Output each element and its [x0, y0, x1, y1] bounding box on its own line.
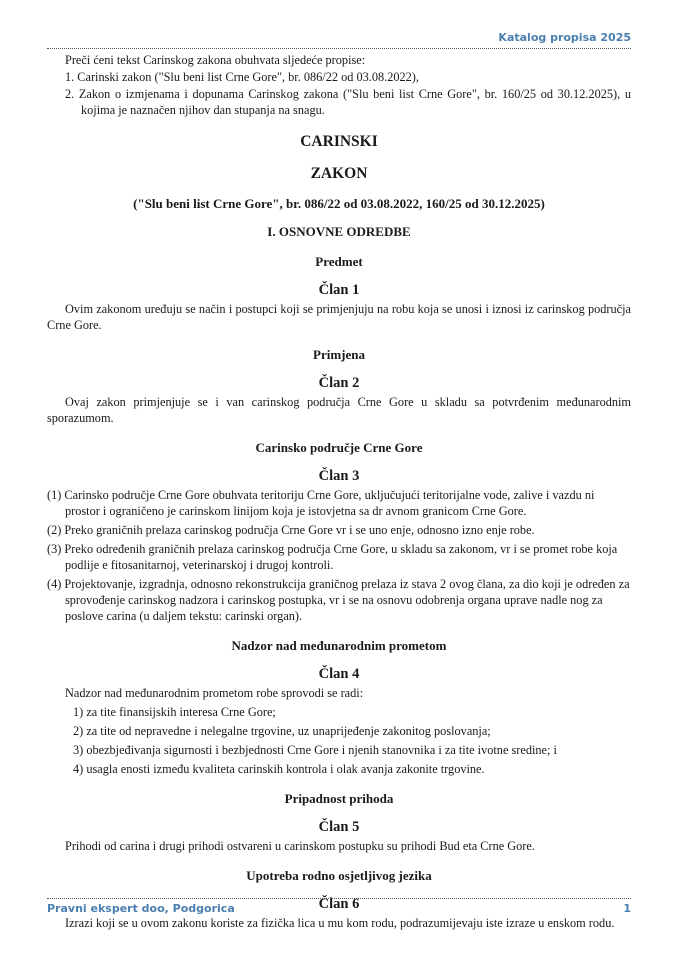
document-body: [47, 52, 631, 932]
article-text: Izrazi koji se u ovom zakonu koriste za fizička lica u mu kom rodu, podrazumijevaju iste izraze u enskom rodu.: [65, 916, 615, 930]
intro-lead: Preči ćeni tekst Carinskog zakona obuhvata sljedeće propise:: [65, 53, 366, 67]
article-number: Član 1: [318, 282, 360, 298]
article-paragraph: (3) Preko određenih graničnih prelaza carinskog područja Crne Gore, u skladu sa zakonom, vr i se promet robe koja podlije e fitosanitarnoj, veterinarskoj i drugoj kontroli.: [47, 542, 618, 572]
catalog-title: Katalog propisa 2025: [498, 31, 631, 44]
article-heading: Predmet: [315, 254, 363, 269]
article-list-item: 2) za tite od nepravedne i nelegalne trgovine, uz unaprijeđenje zakonitog poslovanja;: [73, 724, 491, 738]
article-number: Član 2: [318, 375, 360, 391]
intro-item: 2. Zakon o izmjenama i dopunama Carinskog zakona ("Slu beni list Crne Gore", br. 160/25 od 30.12.2025), u kojima je naznačen njihov dan stupanja na snagu.: [65, 87, 631, 117]
article-text: Prihodi od carina i drugi prihodi ostvareni u carinskom postupku su prihodi Bud eta Crne Gore.: [65, 839, 535, 853]
article-heading: Carinsko područje Crne Gore: [255, 440, 423, 455]
article-number: Član 3: [318, 468, 360, 484]
article-text: Ovaj zakon primjenjuje se i van carinskog područja Crne Gore u skladu sa potvrđenim međunarodnim sporazumom.: [47, 395, 631, 425]
article-paragraph: (4) Projektovanje, izgradnja, odnosno rekonstrukcija graničnog prelaza iz stava 2 ovog člana, za dio koji je određen za sprovođenje carinskog nadzora i carinskog postupka, vr i se na osnovu odobrenja organa uprave nadle nog za poslove carina (u daljem tekstu: carinski organ).: [47, 577, 630, 623]
article-number: Član 6: [318, 896, 360, 912]
page-number: 1: [623, 902, 631, 915]
article-list-item: 4) usagla enosti između kvaliteta carinskih kontrola i olak avanja zakonite trgovine.: [73, 762, 485, 776]
gazette-reference: ("Slu beni list Crne Gore", br. 086/22 od 03.08.2022, 160/25 od 30.12.2025): [133, 196, 545, 211]
article-lead: Nadzor nad međunarodnim prometom robe sprovodi se radi:: [65, 686, 364, 700]
article-number: Član 5: [318, 819, 360, 835]
article-list-item: 1) za tite finansijskih interesa Crne Gore;: [73, 705, 276, 719]
page-header: [47, 30, 631, 49]
article-heading: Pripadnost prihoda: [284, 791, 394, 806]
article-paragraph: (1) Carinsko područje Crne Gore obuhvata teritoriju Crne Gore, uključujući teritorijalne vode, zalive i vazdu ni prostor i ograničeno je carinskom linijom koja je istovjetna sa dr avnom granicom Crne Gore.: [47, 488, 595, 518]
publisher-name: Pravni ekspert doo, Podgorica: [47, 902, 235, 915]
law-title-line1: CARINSKI: [300, 133, 378, 150]
article-list-item: 3) obezbjeđivanja sigurnosti i bezbjednosti Crne Gore i njenih stanovnika i za tite ivotne sredine; i: [73, 743, 557, 757]
article-text: Ovim zakonom uređuju se način i postupci koji se primjenjuju na robu koja se unosi i iznosi iz carinskog područja Crne Gore.: [47, 302, 631, 332]
law-title-line2: ZAKON: [310, 165, 368, 182]
part-heading: I. OSNOVNE ODREDBE: [267, 224, 411, 239]
article-paragraph: (2) Preko graničnih prelaza carinskog područja Crne Gore vr i se uno enje, odnosno izno enje robe.: [47, 523, 535, 537]
article-heading: Nadzor nad međunarodnim prometom: [231, 638, 447, 653]
article-number: Član 4: [318, 666, 360, 682]
article-heading: Primjena: [313, 347, 365, 362]
article-heading: Upotreba rodno osjetljivog jezika: [246, 868, 432, 883]
intro-item: 1. Carinski zakon ("Slu beni list Crne Gore", br. 086/22 od 03.08.2022),: [65, 70, 419, 84]
